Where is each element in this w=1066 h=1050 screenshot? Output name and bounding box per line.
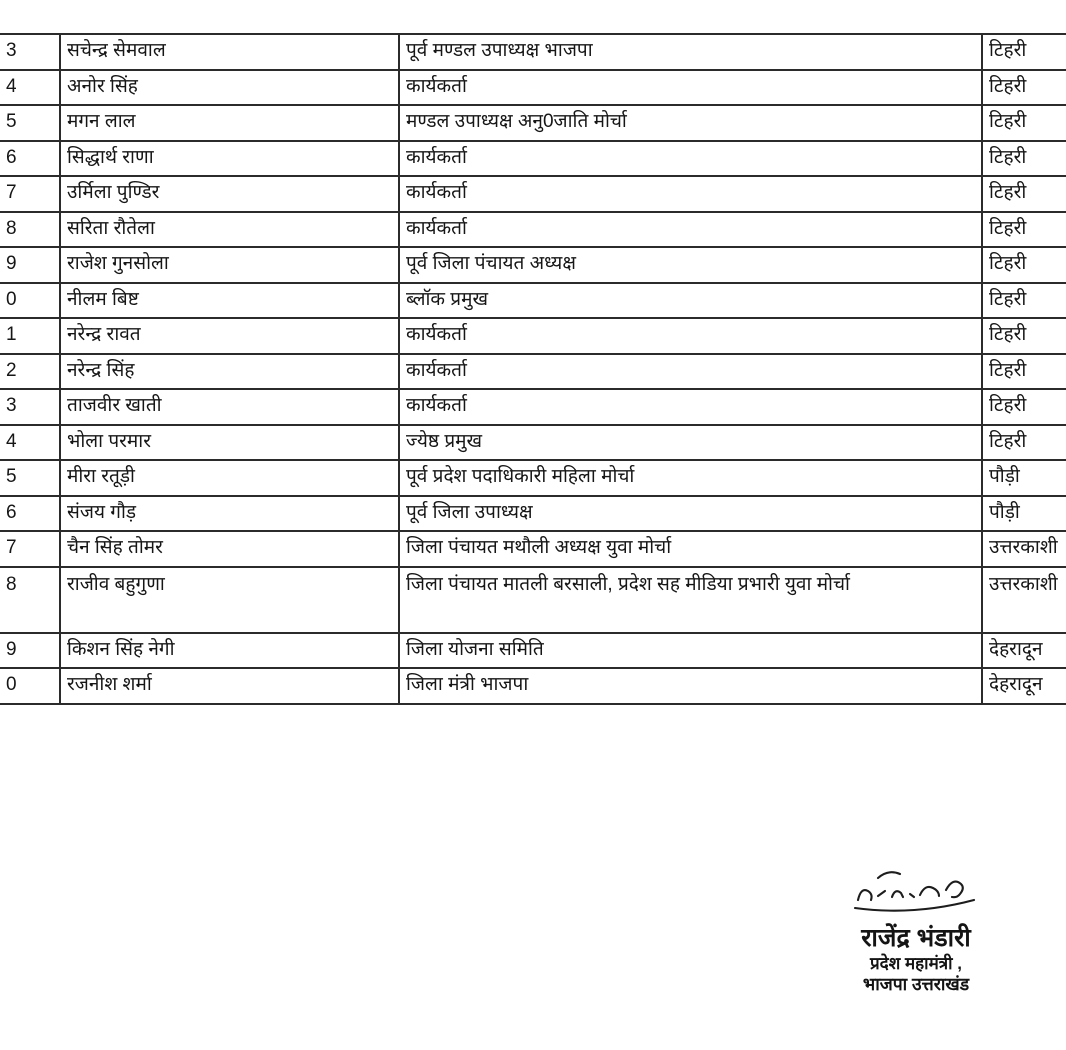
district-cell: टिहरी [982,354,1066,390]
name-cell: सचेन्द्र सेमवाल [60,34,399,70]
name-cell: राजेश गुनसोला [60,247,399,283]
designation-cell: ब्लॉक प्रमुख [399,283,982,319]
district-cell: पौड़ी [982,460,1066,496]
name-cell: रजनीश शर्मा [60,668,399,704]
name-cell: राजीव बहुगुणा [60,567,399,633]
district-cell: टिहरी [982,318,1066,354]
serial-cell: 2 [0,354,60,390]
name-cell: सरिता रौतेला [60,212,399,248]
serial-cell: 3 [0,34,60,70]
signature-scribble-icon [848,866,984,922]
district-cell: टिहरी [982,141,1066,177]
serial-cell: 3 [0,389,60,425]
serial-cell: 4 [0,425,60,461]
designation-cell: कार्यकर्ता [399,354,982,390]
designation-cell: कार्यकर्ता [399,176,982,212]
serial-cell: 9 [0,247,60,283]
name-cell: उर्मिला पुण्डिर [60,176,399,212]
table-row [0,668,1066,704]
name-cell: सिद्धार्थ राणा [60,141,399,177]
designation-cell: कार्यकर्ता [399,141,982,177]
designation-cell: जिला पंचायत मथौली अध्यक्ष युवा मोर्चा [399,531,982,567]
table-row [0,354,1066,390]
district-cell: देहरादून [982,668,1066,704]
table-row [0,460,1066,496]
table-row [0,389,1066,425]
table-row [0,70,1066,106]
serial-cell: 5 [0,460,60,496]
serial-cell: 7 [0,176,60,212]
serial-cell: 0 [0,668,60,704]
table-row [0,318,1066,354]
serial-cell: 8 [0,567,60,633]
district-cell: टिहरी [982,247,1066,283]
serial-cell: 0 [0,283,60,319]
designation-cell: जिला मंत्री भाजपा [399,668,982,704]
members-table [0,33,1066,705]
designation-cell: मण्डल उपाध्यक्ष अनु0जाति मोर्चा [399,105,982,141]
name-cell: नीलम बिष्ट [60,283,399,319]
serial-cell: 7 [0,531,60,567]
table-row [0,425,1066,461]
district-cell: पौड़ी [982,496,1066,532]
district-cell: टिहरी [982,425,1066,461]
serial-cell: 4 [0,70,60,106]
district-cell: देहरादून [982,633,1066,669]
table-row [0,247,1066,283]
district-cell: टिहरी [982,34,1066,70]
district-cell: उत्तरकाशी [982,567,1066,633]
name-cell: संजय गौड़ [60,496,399,532]
name-cell: मगन लाल [60,105,399,141]
name-cell: भोला परमार [60,425,399,461]
designation-cell: कार्यकर्ता [399,70,982,106]
signatory-name: राजेंद्र भंडारी [861,924,971,952]
designation-cell: कार्यकर्ता [399,212,982,248]
table-row [0,283,1066,319]
signatory-title: प्रदेश महामंत्री , [870,953,962,973]
designation-cell: जिला योजना समिति [399,633,982,669]
name-cell: ताजवीर खाती [60,389,399,425]
serial-cell: 1 [0,318,60,354]
name-cell: किशन सिंह नेगी [60,633,399,669]
designation-cell: कार्यकर्ता [399,318,982,354]
serial-cell: 6 [0,496,60,532]
signatory-org: भाजपा उत्तराखंड [862,974,970,994]
serial-cell: 6 [0,141,60,177]
district-cell: टिहरी [982,105,1066,141]
district-cell: उत्तरकाशी [982,531,1066,567]
table-row [0,141,1066,177]
designation-cell: कार्यकर्ता [399,389,982,425]
designation-cell: ज्येष्ठ प्रमुख [399,425,982,461]
district-cell: टिहरी [982,389,1066,425]
table-row [0,212,1066,248]
name-cell: अनोर सिंह [60,70,399,106]
designation-cell: पूर्व मण्डल उपाध्यक्ष भाजपा [399,34,982,70]
table-row [0,34,1066,70]
serial-cell: 5 [0,105,60,141]
district-cell: टिहरी [982,212,1066,248]
district-cell: टिहरी [982,70,1066,106]
table-row [0,176,1066,212]
serial-cell: 9 [0,633,60,669]
table-row [0,567,1066,633]
table-row [0,105,1066,141]
designation-cell: पूर्व जिला उपाध्यक्ष [399,496,982,532]
name-cell: नरेन्द्र रावत [60,318,399,354]
district-cell: टिहरी [982,176,1066,212]
table-row [0,531,1066,567]
designation-cell: पूर्व प्रदेश पदाधिकारी महिला मोर्चा [399,460,982,496]
designation-cell: पूर्व जिला पंचायत अध्यक्ष [399,247,982,283]
signature-block [833,866,999,996]
table-row [0,633,1066,669]
district-cell: टिहरी [982,283,1066,319]
table-row [0,496,1066,532]
name-cell: मीरा रतूड़ी [60,460,399,496]
name-cell: चैन सिंह तोमर [60,531,399,567]
serial-cell: 8 [0,212,60,248]
name-cell: नरेन्द्र सिंह [60,354,399,390]
designation-cell: जिला पंचायत मातली बरसाली, प्रदेश सह मीडिया प्रभारी युवा मोर्चा [399,567,982,633]
